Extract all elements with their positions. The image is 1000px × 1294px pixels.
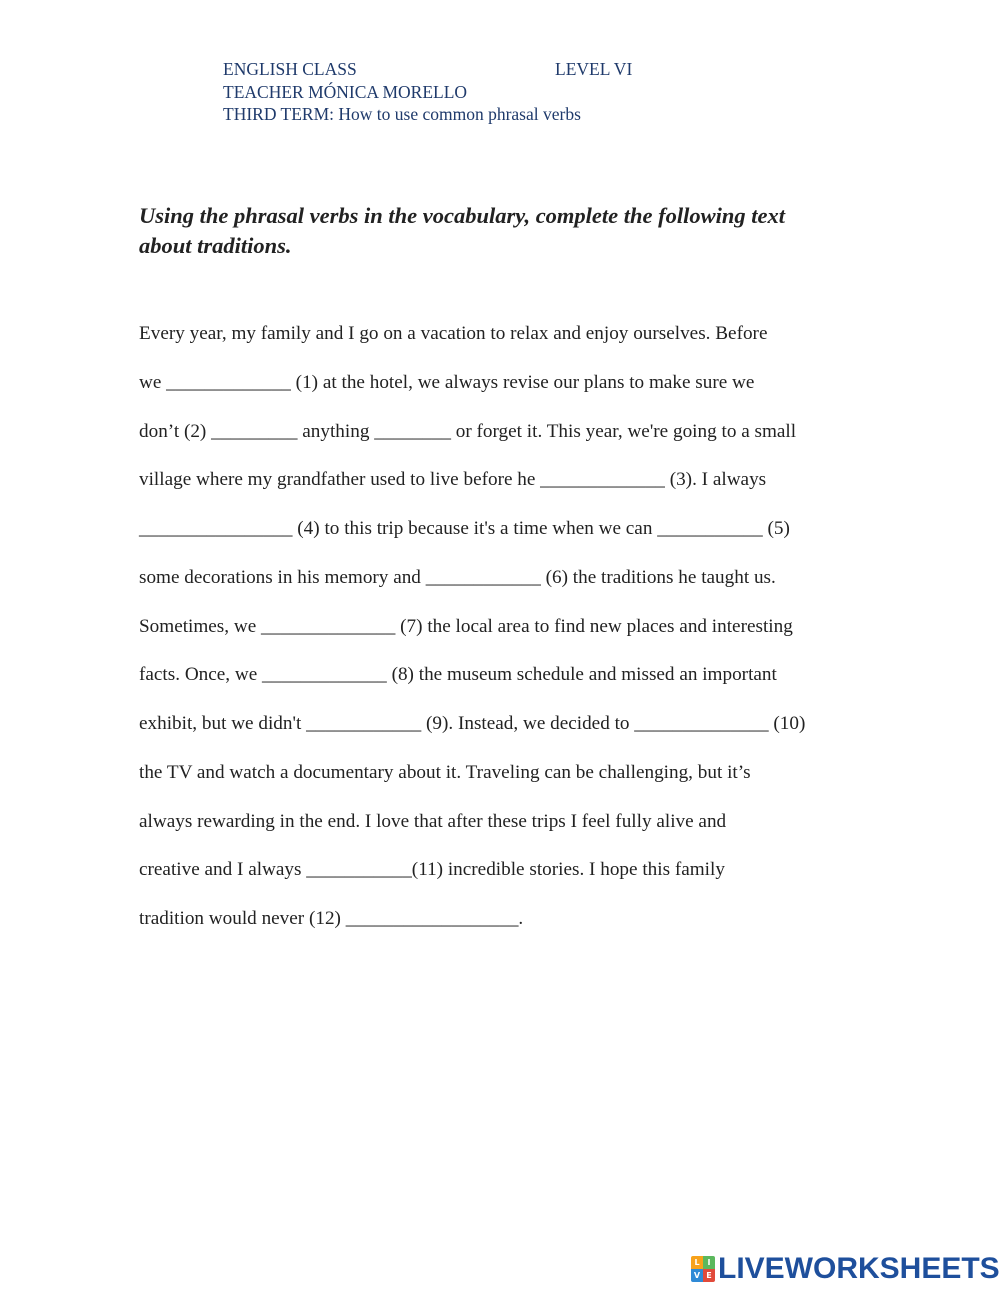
logo-mark-letter: V bbox=[691, 1269, 703, 1282]
instruction-line-1: Using the phrasal verbs in the vocabulary, complete the following text bbox=[139, 203, 786, 228]
teacher-label: TEACHER MÓNICA MORELLO bbox=[223, 81, 468, 102]
fill-in-passage bbox=[139, 310, 879, 944]
header-row-class bbox=[223, 58, 743, 81]
logo-text: LIVEWORKSHEETS bbox=[718, 1252, 1000, 1285]
class-label: ENGLISH CLASS bbox=[223, 59, 357, 79]
passage-line: the TV and watch a documentary about it. Traveling can be challenging, but it’s bbox=[139, 761, 751, 783]
passage-line: creative and I always ___________(11) incredible stories. I hope this family bbox=[139, 859, 725, 881]
passage-line: exhibit, but we didn't ____________ (9). Instead, we decided to ______________ (10) bbox=[139, 713, 806, 734]
passage-line: facts. Once, we _____________ (8) the museum schedule and missed an important bbox=[139, 664, 777, 686]
passage-line: tradition would never (12) __________________. bbox=[139, 908, 524, 929]
logo-mark-letter: L bbox=[691, 1256, 703, 1269]
logo-mark-letter: E bbox=[703, 1269, 715, 1282]
exercise-instruction bbox=[139, 201, 879, 260]
level-label: LEVEL VI bbox=[555, 59, 633, 79]
document-header bbox=[223, 58, 743, 126]
passage-line: Sometimes, we ______________ (7) the local area to find new places and interesting bbox=[139, 615, 793, 637]
passage-line: don’t (2) _________ anything ________ or forget it. This year, we're going to a small bbox=[139, 420, 797, 442]
passage-line: we _____________ (1) at the hotel, we always revise our plans to make sure we bbox=[139, 371, 755, 393]
logo-mark-letter: I bbox=[703, 1256, 715, 1269]
term-label: THIRD TERM: How to use common phrasal verbs bbox=[223, 104, 581, 124]
passage-line: some decorations in his memory and ____________ (6) the traditions he taught us. bbox=[139, 566, 776, 588]
passage-line: Every year, my family and I go on a vacation to relax and enjoy ourselves. Before bbox=[139, 323, 768, 344]
passage-line: ________________ (4) to this trip because it's a time when we can ___________ (5) bbox=[139, 518, 790, 539]
liveworksheets-logo bbox=[691, 1254, 1000, 1284]
instruction-line-2: about traditions. bbox=[139, 232, 292, 258]
passage-line: village where my grandfather used to live before he _____________ (3). I always bbox=[139, 469, 767, 491]
liveworksheets-logo-icon bbox=[691, 1256, 715, 1282]
passage-line: always rewarding in the end. I love that after these trips I feel fully alive and bbox=[139, 810, 727, 832]
